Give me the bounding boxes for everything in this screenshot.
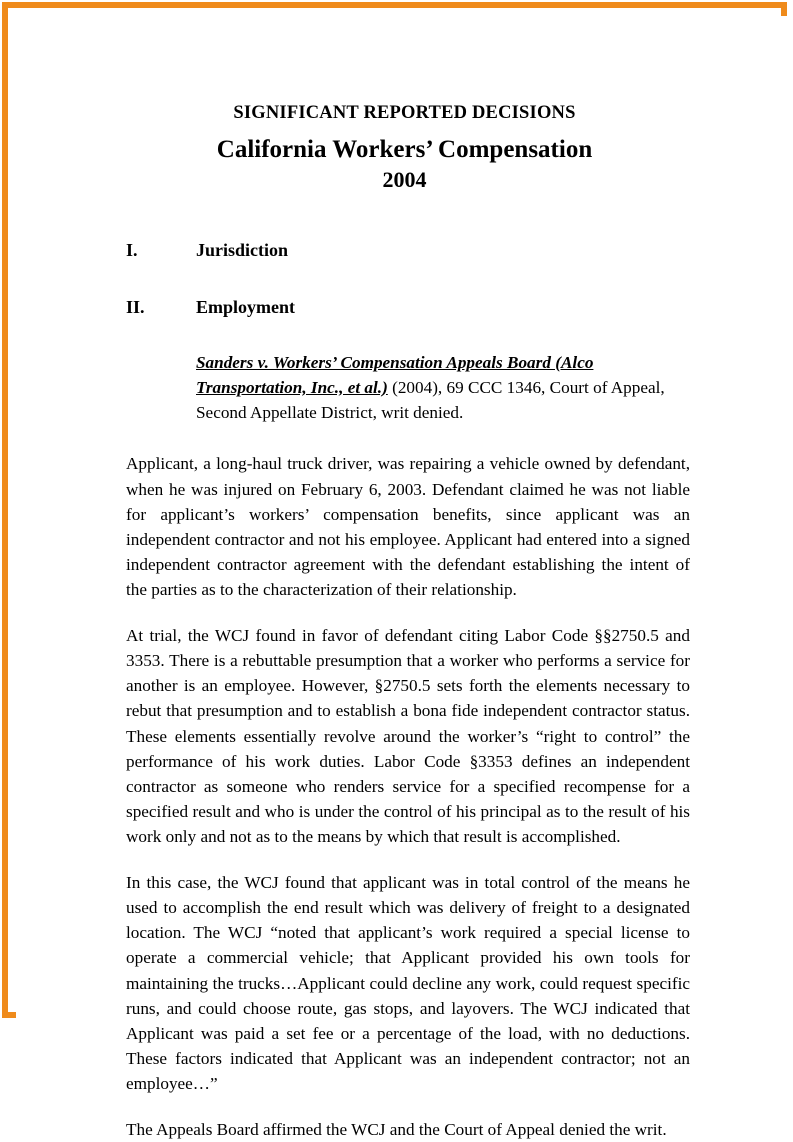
- section-numeral: II.: [126, 296, 145, 317]
- document-subtitle: SIGNIFICANT REPORTED DECISIONS: [233, 103, 576, 123]
- document-year: 2004: [382, 167, 427, 193]
- section-heading-jurisdiction: [126, 240, 793, 261]
- body-paragraph: At trial, the WCJ found in favor of defendant citing Labor Code §§2750.5 and 3353. There is a rebuttable presumption that a worker who performs a service for another is an employee. However, §2750.5 sets forth the elements necessary to rebut that presumption and to establish a bona fide independent contractor status. These elements essentially revolve around the worker’s “right to control” the performance of his work duties. Labor Code §3353 defines an independent contractor as someone who renders service for a specified recompense for a specified result and who is under the control of his principal as to the result of his work only and not as to the means by which that result is accomplished.: [126, 626, 690, 846]
- document-page: [16, 16, 793, 1140]
- section-title: Employment: [196, 296, 295, 317]
- document-title: California Workers’ Compensation: [216, 136, 593, 164]
- body-paragraph: In this case, the WCJ found that applicant was in total control of the means he used to accomplish the end result which was delivery of freight to a designated location. The WCJ “noted that applicant’s work required a special license to operate a commercial vehicle; that Applicant provided his own tools for maintaining the trucks…Applicant could decline any work, could request specific runs, and could choose route, gas stops, and layovers. The WCJ indicated that Applicant was paid a set fee or a percentage of the load, with no deductions. These factors indicated that Applicant was an independent contractor; not an employee…”: [126, 873, 690, 1093]
- section-numeral: I.: [126, 239, 138, 260]
- section-title: Jurisdiction: [196, 239, 289, 260]
- body-paragraph: The Appeals Board affirmed the WCJ and the Court of Appeal denied the writ.: [126, 1120, 667, 1140]
- body-paragraph: Applicant, a long-haul truck driver, was repairing a vehicle owned by defendant, when he was injured on February 6, 2003. Defendant claimed he was not liable for applicant’s workers’ compensation benefits, since applicant was an independent contractor and not his employee. Applicant had entered into a signed independent contractor agreement with the defendant establishing the intent of the parties as to the characterization of their relationship.: [126, 454, 690, 599]
- section-heading-employment: [126, 297, 793, 318]
- document-header: [16, 102, 793, 194]
- case-reference: (2004), 69 CCC 1346, Court of Appeal, Second Appellate District, writ denied.: [196, 377, 665, 423]
- page-border-frame: [2, 2, 787, 1140]
- case-name: Sanders v. Workers’ Compensation Appeals Board (Alco Transportation, Inc., et al.): [196, 352, 594, 397]
- case-citation: [196, 350, 690, 426]
